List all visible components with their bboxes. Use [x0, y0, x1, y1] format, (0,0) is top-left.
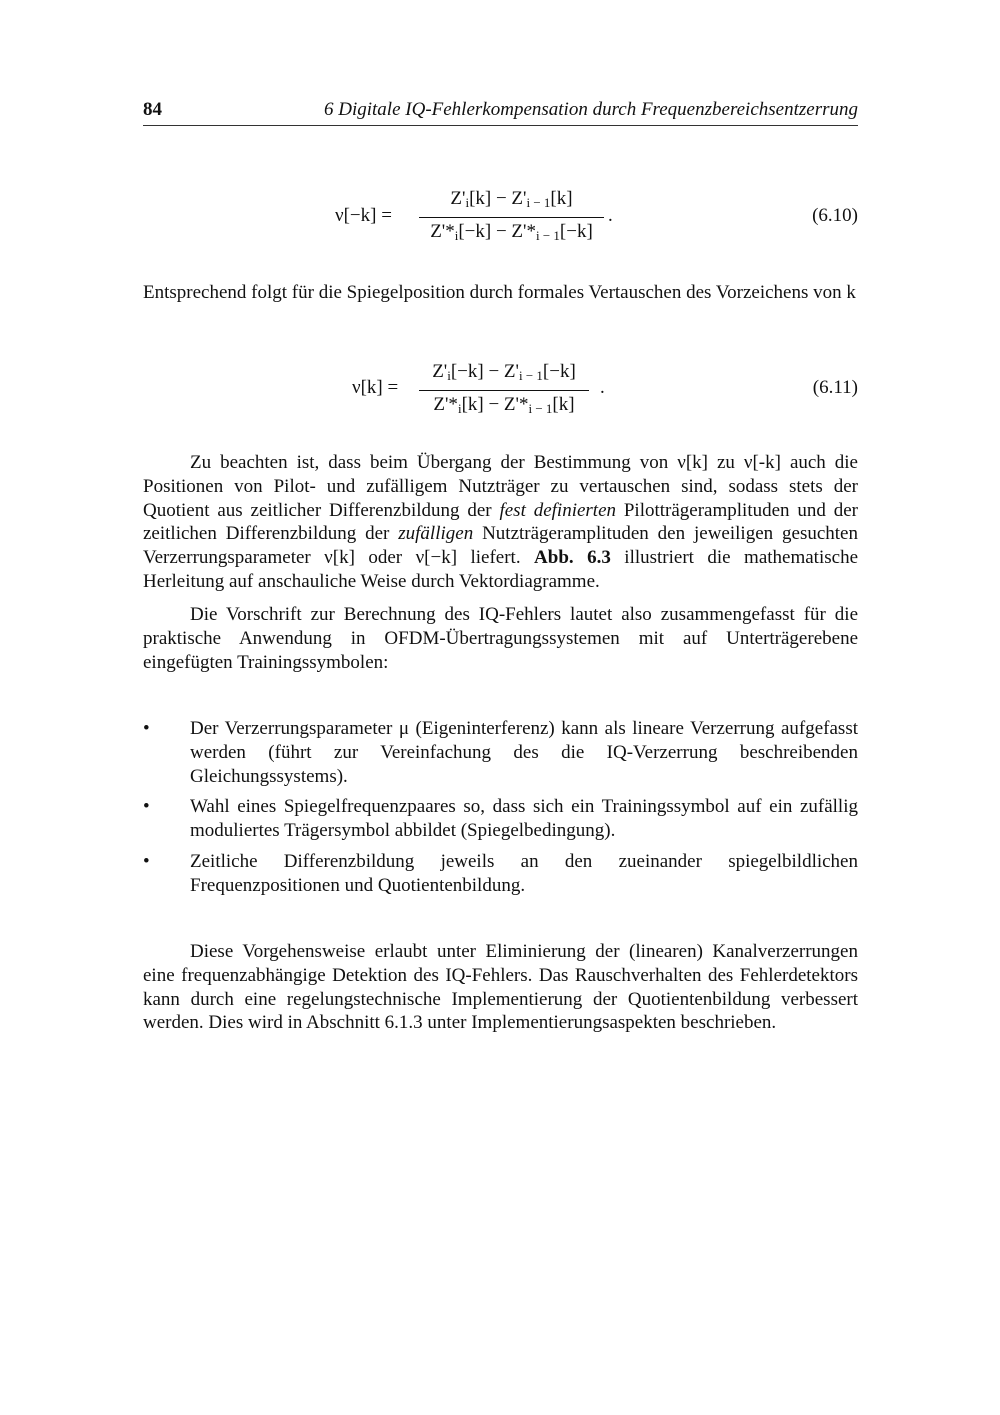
figure-reference: Abb. 6.3 [534, 547, 611, 569]
list-item [143, 717, 858, 788]
equation-number: (6.11) [812, 377, 858, 398]
paragraph-3: Die Vorschrift zur Berechnung des IQ-Fehlers lautet also zusammengefasst für die praktische Anwendung in OFDM-Übertragungssystemen mit auf Unterträgerebene eingefügten Trainingssymbolen: [143, 604, 858, 673]
emphasis-italic: fest definierten [499, 499, 617, 521]
page-number: 84 [143, 99, 162, 120]
bullet-marker: • [143, 796, 150, 817]
fraction-numerator: $Z'_i[-k] - Z'_{i - 1}[-k]$ [432, 361, 576, 383]
paragraph-1: Entsprechend folgt für die Spiegelposition durch formales Vertauschen des Vorzeichens von k [143, 282, 856, 303]
list-item-text: Der Verzerrungsparameter μ (Eigeninterferenz) kann als lineare Verzerrung aufgefasst werden (führt zur Vereinfachung des die IQ-Verzerrung beschreibenden Gleichungssystems). [190, 718, 858, 787]
fraction-bar [419, 390, 589, 391]
bullet-marker: • [143, 851, 150, 872]
list-item-text: Wahl eines Spiegelfrequenzpaares so, dass sich ein Trainingssymbol auf ein zufällig moduliertes Trägersymbol abbildet (Spiegelbedingung). [190, 796, 858, 841]
equation-fraction [419, 186, 604, 249]
bullet-marker: • [143, 718, 150, 739]
fraction-bar [419, 217, 604, 218]
equation-6-11 [143, 359, 858, 423]
equation-6-10 [143, 186, 858, 250]
list-item [143, 795, 858, 843]
fraction-denominator: $Z'*_i[k] - Z'*_{i - 1}[k]$ [433, 394, 575, 416]
running-header [143, 99, 858, 126]
equation-number: (6.10) [812, 205, 858, 226]
emphasis-italic: zufälligen [398, 523, 474, 545]
fraction-numerator: $Z'_i[k] - Z'_{i - 1}[k]$ [450, 188, 573, 210]
equation-fraction [419, 359, 589, 422]
paragraph-2: Zu beachten ist, dass beim Übergang der Bestimmung von ν[k] zu ν[-k] auch die Positionen von Pilot- und zufälligem Nutzträger zu vertauschen sind, sodass stets der Quotient aus zeitlicher Differenzbildung der fest definierten Pilotträgeramplituden und der zeitlichen Differenzbildung der zufälligen Nutzträgeramplituden den jeweiligen gesuchten Verzerrungsparameter ν[k] oder ν[−k] liefert. Abb. 6.3 illustriert die mathematische Herleitung auf anschauliche Weise durch Vektordiagramme. [143, 452, 858, 592]
fraction-denominator: $Z'*_i[-k] - Z'*_{i - 1}[-k]$ [430, 221, 593, 243]
equation-lhs: ν[k] = [352, 377, 399, 398]
equation-lhs: ν[−k] = [335, 205, 392, 226]
equation-period: . [608, 205, 613, 226]
running-title: 6 Digitale IQ-Fehlerkompensation durch Frequenzbereichsentzerrung [324, 99, 858, 120]
paragraph-4: Diese Vorgehensweise erlaubt unter Eliminierung der (linearen) Kanalverzerrungen eine frequenzabhängige Detektion des IQ-Fehlers. Das Rauschverhalten des Fehlerdetektors kann durch eine regelungstechnische Implementierung der Quotientenbildung verbessert werden. Dies wird in Abschnitt 6.1.3 unter Implementierungsaspekten beschrieben. [143, 941, 858, 1034]
list-item [143, 850, 858, 898]
list-item-text: Zeitliche Differenzbildung jeweils an den zueinander spiegelbildlichen Frequenzpositionen und Quotientenbildung. [190, 851, 858, 896]
equation-period: . [600, 377, 605, 398]
